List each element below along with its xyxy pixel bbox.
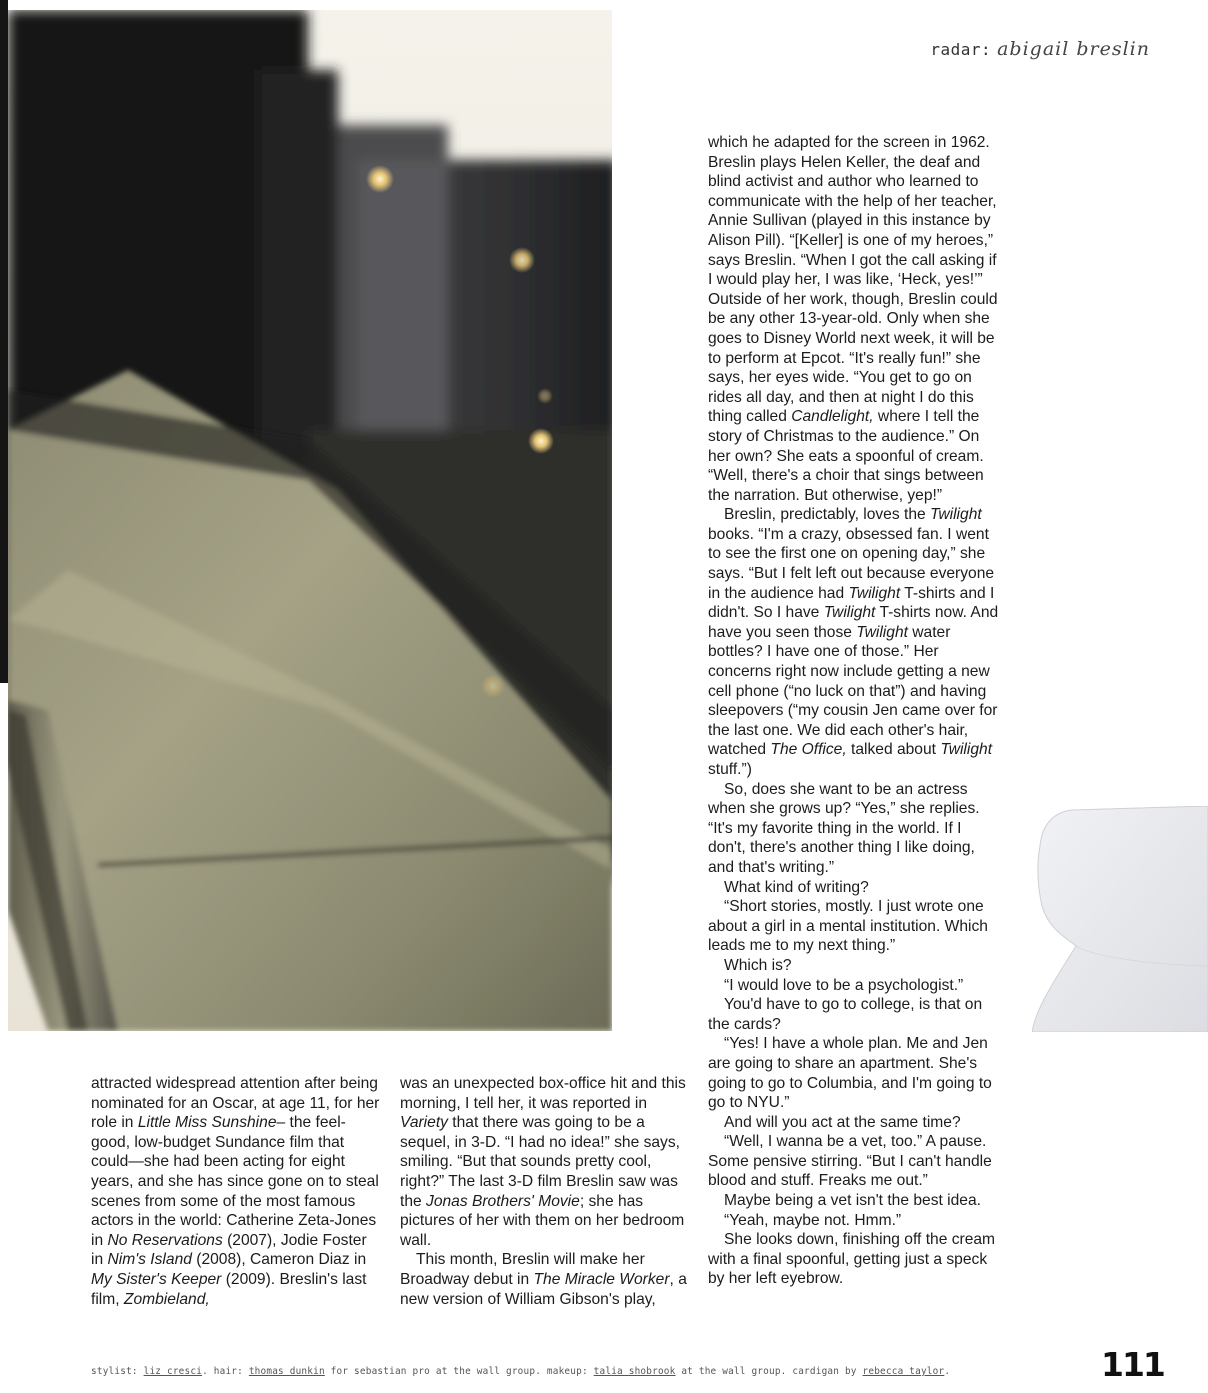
- header-label: radar:: [930, 40, 992, 59]
- paragraph: was an unexpected box-office hit and this morning, I tell her, it was reported in Variety that there was going to be a sequel, in 3-D. “I had no idea!” she says, smiling. “But that sounds pretty cool, right?” The last 3-D film Breslin saw was the Jonas Brothers' Movie; she has pictures of her with them on her bedroom wall.: [400, 1075, 686, 1249]
- paragraph: “Well, I wanna be a vet, too.” A pause. Some pensive stirring. “But I can't handle blood and stuff. Freaks me out.”: [708, 1133, 992, 1190]
- paragraph: “Yeah, maybe not. Hmm.”: [724, 1211, 902, 1229]
- paragraph: “Yes! I have a whole plan. Me and Jen are going to share an apartment. She's going to go to Columbia, and I'm going to go to NYU.”: [708, 1035, 992, 1112]
- paragraph: And will you act at the same time?: [724, 1113, 961, 1131]
- paragraph: Breslin, predictably, loves the Twilight books. “I'm a crazy, obsessed fan. I went to see the first one on opening day,” she says. “But I felt left out because everyone in the audience had Twilight T-shirts and I didn't. So I have Twilight T-shirts now. And have you seen those Twilight water bottles? I have one of those.” Her concerns right now include getting a new cell phone (“no luck on that”) and having sleepovers (“my cousin Jen came over for the last one. We did each other's hair, watched The Office, talked about Twilight stuff.”): [708, 506, 999, 778]
- paragraph: So, does she want to be an actress when she grows up? “Yes,” she replies. “It's my favorite thing in the world. If I don't, there's another thing I like doing, and that's writing.”: [708, 780, 980, 876]
- left-edge-bar: [0, 0, 8, 683]
- paragraph: which he adapted for the screen in 1962. Breslin plays Helen Keller, the deaf and blind activist and author who learned to communicate with the help of her teacher, Annie Sullivan (played in this instance by Alison Pill). “[Keller] is one of my heroes,” says Breslin. “When I got the call asking if I would play her, I was like, ‘Heck, yes!’” Outside of her work, though, Breslin could be any other 13-year-old. Only when she goes to Disney World next week, it will be to perform at Epcot. “It's really fun!” she says, her eyes wide. “You get to go on rides all day, and then at night I do this thing called Candlelight, where I tell the story of Christmas to the audience.” On her own? She eats a spoonful of cream. “Well, there's a choir that sings between the narration. But otherwise, yep!”: [708, 134, 998, 504]
- paragraph: Which is?: [724, 956, 792, 974]
- paragraph: This month, Breslin will make her Broadway debut in The Miracle Worker, a new version of William Gibson's play,: [400, 1251, 687, 1308]
- text-column-2: [400, 1074, 690, 1309]
- paragraph: She looks down, finishing off the cream with a final spoonful, getting just a speck by her left eyebrow.: [708, 1231, 996, 1288]
- paragraph: Maybe being a vet isn't the best idea.: [724, 1192, 981, 1210]
- paragraph: “Short stories, mostly. I just wrote one about a girl in a mental institution. Which leads me to my next thing.”: [708, 898, 988, 955]
- photo-credits: stylist: liz cresci. hair: thomas dunkin for sebastian pro at the wall group. makeup: talia shobrook at the wall group. cardigan by rebecca taylor.: [91, 1366, 951, 1377]
- paragraph: attracted widespread attention after being nominated for an Oscar, at age 11, for her role in Little Miss Sunshine– the feel-good, low-budget Sundance film that could—she had been acting for eight years, and she has since gone on to steal scenes from some of the most famous actors in the world: Catherine Zeta-Jones in No Reservations (2007), Jodie Foster in Nim's Island (2008), Cameron Diaz in My Sister's Keeper (2009). Breslin's last film, Zombieland,: [91, 1075, 380, 1308]
- text-column-3: [708, 133, 1000, 1289]
- page-number: 111: [1101, 1345, 1164, 1384]
- paragraph: You'd have to go to college, is that on the cards?: [708, 996, 983, 1033]
- section-header: [930, 38, 1150, 60]
- paragraph: What kind of writing?: [724, 878, 869, 896]
- text-column-1: [91, 1074, 381, 1309]
- photo-building-ledge: [8, 10, 612, 1031]
- paragraph: “I would love to be a psychologist.”: [724, 976, 964, 994]
- torn-paper-decoration: [1032, 806, 1208, 1032]
- header-subject-name: abigail breslin: [997, 38, 1150, 60]
